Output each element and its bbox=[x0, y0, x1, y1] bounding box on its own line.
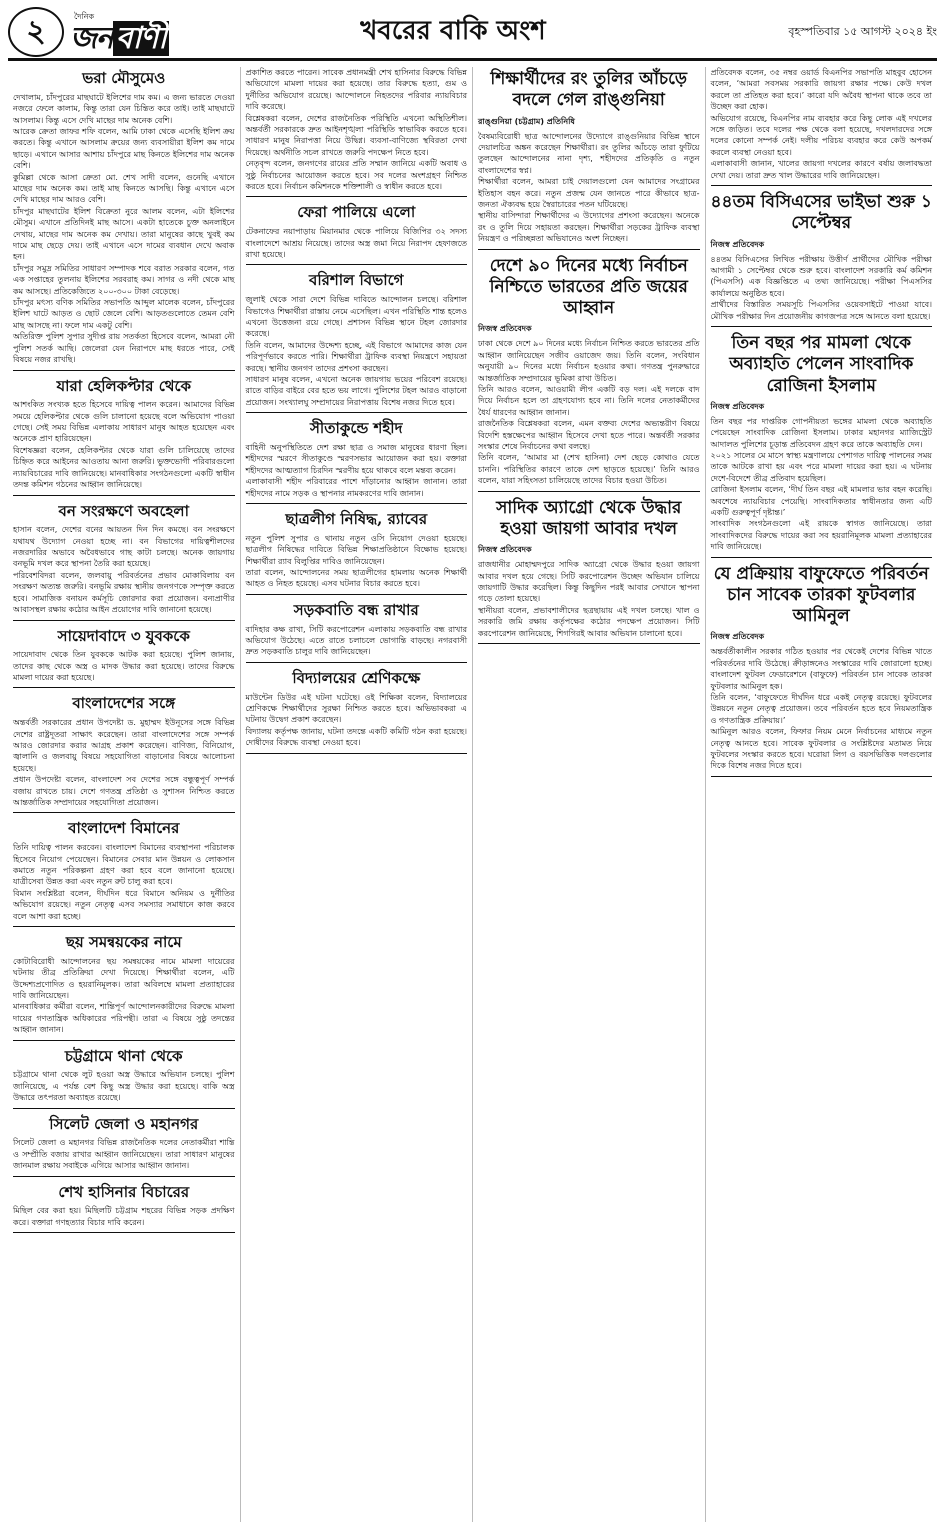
article-byline: নিজস্ব প্রতিবেদক bbox=[710, 632, 765, 642]
article-body: কোটাবিরোধী আন্দোলনের ছয় সমন্বয়কের নামে মামলা দায়েরের ঘটনায় তীব্র প্রতিক্রিয়া দেখা দিয়েছে। শিক্ষার্থীরা বলেন, এটি উদ্দেশ্যপ্রণোদিত ও হয়রানিমূলক। তারা অবিলম্বে মামলা প্রত্যাহারের দাবি জানিয়েছেন। মানবাধিকার কর্মীরা বলেন, শান্তিপূর্ণ আন্দোলনকারীদের বিরুদ্ধে মামলা দায়ের গণতান্ত্রিক অধিকারের পরিপন্থী। তারা এ বিষয়ে সুষ্ঠু তদন্তের আহ্বান জানান। bbox=[13, 956, 235, 1035]
article-body: ৪৪তম বিসিএসের লিখিত পরীক্ষায় উত্তীর্ণ প্রার্থীদের মৌখিক পরীক্ষা আগামী ১ সেপ্টেম্বর থেকে শুরু হবে। বাংলাদেশ সরকারি কর্ম কমিশন (পিএসসি) এক বিজ্ঞপ্তিতে এ তথ্য জানিয়েছে। পরীক্ষা পিএসসির কার্যালয়ে অনুষ্ঠিত হবে। প্রার্থীদের বিস্তারিত সময়সূচি পিএসসির ওয়েবসাইটে পাওয়া যাবে। মৌখিক পরীক্ষার দিন প্রয়োজনীয় কাগজপত্র সঙ্গে আনতে বলা হয়েছে। bbox=[710, 254, 932, 321]
article-headline: সড়কবাতি বন্ধ রাখার bbox=[293, 600, 419, 619]
article-divider bbox=[246, 264, 468, 265]
article-divider bbox=[13, 1108, 235, 1109]
article-byline: নিজস্ব প্রতিবেদক bbox=[478, 545, 532, 555]
article bbox=[246, 669, 468, 754]
article bbox=[246, 271, 468, 413]
article-divider bbox=[13, 495, 235, 496]
article-headline: শেখ হাসিনার বিচারের bbox=[58, 1182, 190, 1201]
article-headline: ছাত্রলীগ নিষিদ্ধ, র‍্যাবের bbox=[285, 510, 428, 529]
article-divider bbox=[13, 370, 235, 371]
article-body: জুলাই থেকে সারা দেশে বিভিন্ন দাবিতে আন্দোলন চলছে। বরিশাল বিভাগেও শিক্ষার্থীরা রাস্তায় নেমে এসেছিল। এখন পরিস্থিতি শান্ত হলেও এখনো উত্তেজনা রয়ে গেছে। প্রশাসন বিভিন্ন স্থানে টহল জোরদার করেছে। তিনি বলেন, আমাদের উদ্দেশ্য হচ্ছে, এই বিভাগে আমাদের কাজ যেন পরিপূর্ণভাবে করতে পারি। শিক্ষার্থীরা ট্রাফিক ব্যবস্থা নিয়ন্ত্রণে সহায়তা করছে। স্থানীয় জনগণ তাদের প্রশংসা করছেন। সাধারণ মানুষ বলেন, এখনো অনেক জায়গায় ভয়ের পরিবেশ রয়েছে। রাতে বাড়ির বাইরে বের হতে ভয় লাগে। পুলিশের টহল আরও বাড়ানো প্রয়োজন। সংখ্যালঘু সম্প্রদায়ের নিরাপত্তায় বিশেষ নজর দিতে হবে। bbox=[245, 295, 467, 407]
article-headline: ৪৪তম বিসিএসের ভাইভা শুরু ১ সেপ্টেম্বর bbox=[710, 192, 932, 234]
article-headline: ফেরা পালিয়ে এলো bbox=[297, 203, 416, 222]
article bbox=[13, 1047, 235, 1109]
article-byline: রাঙ্গুনিয়া (চট্টগ্রাম) প্রতিনিধি bbox=[478, 116, 575, 126]
column-1 bbox=[8, 67, 241, 1522]
article bbox=[711, 564, 933, 777]
article-body: আশংকিত সংখ্যক হতে হিসেবে দায়িত্ব পালন করেন। আমাদের বিভিন্ন সময়ে হেলিকপ্টার থেকে গুলি চালানো হয়েছে বলে অভিযোগ পাওয়া গেছে। সেই সময় বিভিন্ন এলাকায় সাধারণ মানুষ আহত হয়েছেন এবং অনেকে প্রাণ হারিয়েছেন। বিশেষজ্ঞরা বলেন, হেলিকপ্টার থেকে যারা গুলি চালিয়েছে তাদের চিহ্নিত করে আইনের আওতায় আনা জরুরি। ভুক্তভোগী পরিবারগুলো ন্যায়বিচারের দাবি জানিয়েছে। মানবাধিকার সংগঠনগুলো একটি স্বাধীন তদন্ত কমিশন গঠনের আহ্বান জানিয়েছে। bbox=[13, 400, 235, 490]
article bbox=[711, 67, 933, 186]
article-body: অন্তর্বর্তীকালীন সরকার গঠিত হওয়ার পর থেকেই দেশের বিভিন্ন খাতে পরিবর্তনের দাবি উঠেছে। ক্রীড়াঙ্গনেও সংস্কারের দাবি জোরালো হচ্ছে। বাংলাদেশ ফুটবল ফেডারেশনে (বাফুফে) পরিবর্তন চান সাবেক তারকা ফুটবলার আমিনুল হক। তিনি বলেন, ‘বাফুফেতে দীর্ঘদিন ধরে একই নেতৃত্ব রয়েছে। ফুটবলের উন্নয়নে নতুন নেতৃত্ব প্রয়োজন। তবে পরিবর্তন হতে হবে নিয়মতান্ত্রিক ও গণতান্ত্রিক প্রক্রিয়ায়।’ আমিনুল আরও বলেন, ফিফার নিয়ম মেনে নির্বাচনের মাধ্যমে নতুন নেতৃত্ব আনতে হবে। সাবেক ফুটবলার ও সংশ্লিষ্টদের মতামত নিয়ে ফুটবলের সংস্কার করতে হবে। ঘরোয়া লিগ ও বয়সভিত্তিক দলগুলোর দিকে বিশেষ নজর দিতে হবে। bbox=[710, 647, 932, 771]
article-divider bbox=[13, 1176, 235, 1177]
article-divider bbox=[711, 326, 933, 327]
article bbox=[13, 627, 235, 689]
article-body: ঢাকা থেকে দেশে ৯০ দিনের মধ্যে নির্বাচন নিশ্চিত করতে ভারতের প্রতি আহ্বান জানিয়েছেন সজীব ওয়াজেদ জয়। তিনি বলেন, সংবিধান অনুযায়ী ৯০ দিনের মধ্যে নির্বাচন হওয়ার কথা। গণতন্ত্র পুনরুদ্ধারে আন্তর্জাতিক সম্প্রদায়ের ভূমিকা রাখা উচিত। তিনি আরও বলেন, আওয়ামী লীগ একটি বড় দল। এই দলকে বাদ দিয়ে নির্বাচন হলে তা গ্রহণযোগ্য হবে না। তিনি দলের নেতাকর্মীদের ধৈর্য ধারণের আহ্বান জানান। রাজনৈতিক বিশ্লেষকরা বলেন, এমন বক্তব্য দেশের অভ্যন্তরীণ বিষয়ে বিদেশি হস্তক্ষেপের আহ্বান হিসেবে দেখা হতে পারে। অন্তর্বর্তী সরকার সংস্কার শেষে নির্বাচনের কথা বলছে। তিনি বলেন, ‘আমার মা (শেখ হাসিনা) দেশ ছেড়ে কোথাও যেতে চাননি। পরিস্থিতির কারণে তাকে দেশ ছাড়তে হয়েছে।’ তিনি আরও বলেন, যারা সহিংসতা চালিয়েছে তাদের বিচার হওয়া উচিত। bbox=[478, 339, 700, 486]
logo-part1: জন bbox=[70, 20, 113, 56]
article-divider bbox=[13, 1232, 235, 1233]
article bbox=[13, 502, 235, 621]
article bbox=[13, 819, 235, 927]
article-headline: সিলেট জেলা ও মহানগর bbox=[49, 1114, 199, 1133]
article-body: মিছিল বের করা হয়। মিছিলটি চট্টগ্রাম শহরের বিভিন্ন সড়ক প্রদক্ষিণ করে। বক্তারা গণহত্যার বিচার দাবি করেন। bbox=[13, 1206, 235, 1227]
column-3 bbox=[473, 67, 706, 1522]
article bbox=[13, 694, 235, 813]
article-body: টেকনাফের নয়াপাড়ায় মিয়ানমার থেকে পালিয়ে বিজিপির ৩২ সদস্য বাংলাদেশে আশ্রয় নিয়েছে। তাদের অস্ত্র জমা নিয়ে নিরাপদ হেফাজতে রাখা হয়েছে। bbox=[245, 227, 467, 260]
article-body: প্রকাশিত করতে পারেন। সাবেক প্রধানমন্ত্রী শেখ হাসিনার বিরুদ্ধে বিভিন্ন অভিযোগে মামলা দায়ের করা হয়েছে। তার বিরুদ্ধে হত্যা, গুম ও দুর্নীতির অভিযোগ রয়েছে। আন্দোলনে নিহতদের পরিবার ন্যায়বিচার দাবি করেছে। বিশ্লেষকরা বলেন, দেশের রাজনৈতিক পরিস্থিতি এখনো অস্থিতিশীল। অন্তর্বর্তী সরকারকে দ্রুত আইনশৃঙ্খলা পরিস্থিতি স্বাভাবিক করতে হবে। সাধারণ মানুষ নিরাপত্তা নিয়ে উদ্বিগ্ন। ব্যবসা-বাণিজ্যে স্থবিরতা দেখা দিয়েছে। অর্থনীতি সচল রাখতে জরুরি পদক্ষেপ নিতে হবে। নেতৃবৃন্দ বলেন, জনগণের রায়ের প্রতি সম্মান জানিয়ে একটি অবাধ ও সুষ্ঠু নির্বাচনের আয়োজন করতে হবে। সব দলের অংশগ্রহণ নিশ্চিত করতে হবে। নির্বাচন কমিশনকে শক্তিশালী ও স্বাধীন করতে হবে। bbox=[245, 68, 467, 192]
article-headline: ভরা মৌসুমেও bbox=[82, 69, 166, 87]
article bbox=[246, 419, 468, 504]
article-headline: বাংলাদেশের সঙ্গে bbox=[72, 694, 176, 713]
article-headline: বন সংরক্ষণে অবহেলা bbox=[58, 501, 189, 520]
masthead bbox=[8, 6, 937, 61]
issue-date: বৃহস্পতিবার ১৫ আগস্ট ২০২৪ ইং bbox=[788, 24, 937, 38]
article-divider bbox=[13, 687, 235, 688]
article-body: মাউন্টেন ডিউর এই ঘটনা ঘটেছে। ওই শিক্ষিকা বলেন, বিদ্যালয়ের শ্রেণিকক্ষে শিক্ষার্থীদের সুরক্ষা নিশ্চিত করতে হবে। অভিভাবকরা এ ঘটনায় উদ্বেগ প্রকাশ করেছেন। বিদ্যালয় কর্তৃপক্ষ জানায়, ঘটনা তদন্তে একটি কমিটি গঠন করা হয়েছে। দোষীদের বিরুদ্ধে ব্যবস্থা নেওয়া হবে। bbox=[245, 692, 467, 748]
article bbox=[478, 69, 700, 250]
article-divider bbox=[246, 662, 468, 663]
article-grid bbox=[8, 67, 937, 1522]
article-body: দেখালাম, চাঁদপুরের মাছঘাটে ইলিশের দাম কম। এ জন্য ভারতে দেওয়া নজরে ফেলে কালাম, কিন্তু তারা যেন চিন্তিত করে তাই। তাই মাছঘাটে আসলাম। কিন্তু এসে দেখি মাছের দাম অনেক বেশি। আরেক ক্রেতা জাফর শফি বলেন, আমি ঢাকা থেকে এসেছি ইলিশ ক্রয় করতে। কিন্তু এখানে আসলাম ক্রয়ের জন্য ব্যবসায়ীরা ইলিশ কম দামে ছাড়ে। এখানে আসার আশায় চাঁদপুরে মাছ কিনতে ইলিশের দাম অনেক বেশি। কুমিল্লা থেকে আসা ক্রেতা মো. শেখ সাদী বলেন, গুনেছি এখানে মাছের দাম অনেক কম। তাই মাছ কিনতে আসছি। কিন্তু এখানে এসে দেখি মাছের দাম আরও বেশি। চাঁদপুর মাছঘাটের ইলিশ বিক্রেতা নুরে আলম বলেন, এটা ইলিশের মৌসুম। এখানে প্রতিদিনই মাছ আসে। একটা হাতেকে চুক্ত অনলাইনে দেখায়, মাছের দাম অনেক কম দেখায়। তারা মানুষের কাছে খুবই কম দামে মাছ ছেড়ে দেয়। তাই এখানে এসে দামের ব্যবধান দেখে অবাক হন। চাঁদপুর সমুদ্র সমিতির সাধারণ সম্পাদক শবে বরাত সরকার বলেন, গত এক সপ্তাহের তুলনায় ইলিশের সরবরাহ কম। সাগর ও নদী থেকে মাছ কম আসছে। প্রতিকেজিতে ২০০-৩০০ টাকা বেড়েছে। চাঁদপুর মৎস্য বণিক সমিতির সভাপতি আব্দুল মালেক বলেন, চাঁদপুরের ইলিশ ঘাটে আড়ত ও ছোট জেলে বেশি। আড়তগুলোতে তেমন বেশি মাছ আসছে না। ফলে দাম একটু বেশি। অতিরিক্ত পুলিশ সুপার সুদীপ্ত রায় সতর্কতা হিসেবে বলেন, আমরা নৌ পুলিশ সতর্ক আছি। জেলেরা যেন নিরাপদে মাছ ধরতে পারে, সেই বিষয়ে নজর রাখছি। bbox=[13, 92, 235, 365]
article-body: সায়েদাবাদ থেকে তিন যুবককে আটক করা হয়েছে। পুলিশ জানায়, তাদের কাছ থেকে অস্ত্র ও মাদক উদ্ধার করা হয়েছে। তাদের বিরুদ্ধে মামলা দায়ের করা হয়েছে। bbox=[13, 650, 235, 683]
article-divider bbox=[478, 491, 700, 492]
article-divider bbox=[711, 776, 933, 777]
article bbox=[711, 192, 933, 327]
article bbox=[246, 203, 468, 265]
article-byline: নিজস্ব প্রতিবেদক bbox=[710, 239, 765, 249]
article-divider bbox=[246, 196, 468, 197]
article bbox=[13, 377, 235, 496]
article-body: বাদিহার কক্ষ রাখা, সিটি করপোরেশন এলাকায় সড়কবাতি বন্ধ রাখার অভিযোগ উঠেছে। এতে রাতে চলাচলে ভোগান্তি বাড়ছে। নগরবাসী দ্রুত সড়কবাতি চালুর দাবি জানিয়েছেন। bbox=[245, 624, 467, 657]
article-byline: নিজস্ব প্রতিবেদক bbox=[710, 401, 765, 411]
article bbox=[13, 1183, 235, 1234]
article-headline: সীতাকুন্ডে শহীদ bbox=[310, 419, 403, 438]
article bbox=[13, 1115, 235, 1177]
article-body: চট্টগ্রামে থানা থেকে লুট হওয়া অস্ত্র উদ্ধারে অভিযান চলছে। পুলিশ জানিয়েছে, এ পর্যন্ত বেশ কিছু অস্ত্র উদ্ধার করা হয়েছে। বাকি অস্ত্র উদ্ধারে তৎপরতা অব্যাহত রয়েছে। bbox=[13, 1070, 235, 1103]
page-number: ২ bbox=[8, 7, 64, 57]
column-2 bbox=[241, 67, 474, 1522]
section-title: খবরের বাকি অংশ bbox=[360, 16, 546, 46]
article-body: রাজধানীর মোহাম্মদপুরে সাদিক অ্যাগ্রো থেকে উদ্ধার হওয়া জায়গা আবার দখল হয়ে গেছে। সিটি করপোরেশন উচ্ছেদ অভিযান চালিয়ে জায়গাটি উদ্ধার করেছিল। কিন্তু কিছুদিন পরই আবার সেখানে স্থাপনা গড়ে তোলা হয়েছে। স্থানীয়রা বলেন, প্রভাবশালীদের ছত্রছায়ায় এই দখল চলছে। খাল ও সরকারি জমি রক্ষায় কর্তৃপক্ষের কঠোর পদক্ষেপ প্রয়োজন। সিটি করপোরেশন জানিয়েছে, শিগগিরই আবার অভিযান চালানো হবে। bbox=[478, 560, 700, 638]
article-divider bbox=[246, 503, 468, 504]
article-headline: বিদ্যালয়ের শ্রেণিকক্ষে bbox=[292, 668, 421, 687]
article bbox=[478, 256, 700, 492]
column-4 bbox=[706, 67, 938, 1522]
article-body: হাসান বলেন, দেশের বনের আয়তন দিন দিন কমছে। বন সংরক্ষণে যথাযথ উদ্যোগ নেওয়া হচ্ছে না। বন বিভাগের দায়িত্বশীলদের নজরদারির অভাবে অবৈধভাবে গাছ কাটা চলছে। অনেক জায়গায় বনভূমি দখল করে স্থাপনা তৈরি করা হয়েছে। পরিবেশবিদরা বলেন, জলবায়ু পরিবর্তনের প্রভাব মোকাবিলায় বন সংরক্ষণ অত্যন্ত জরুরি। বনভূমি রক্ষায় স্থানীয় জনগণকে সম্পৃক্ত করতে হবে। সামাজিক বনায়ন কর্মসূচি জোরদার করা প্রয়োজন। বন্যপ্রাণীর আবাসস্থল রক্ষায় কঠোর আইন প্রয়োগের দাবি জানানো হয়েছে। bbox=[13, 525, 235, 615]
article-body: তিন বছর পর দাপ্তরিক গোপনীয়তা ভঙ্গের মামলা থেকে অব্যাহতি পেয়েছেন সাংবাদিক রোজিনা ইসলাম। ঢাকার মহানগর ম্যাজিস্ট্রেট আদালত পুলিশের চূড়ান্ত প্রতিবেদন গ্রহণ করে তাকে অব্যাহতি দেন। ২০২১ সালের মে মাসে স্বাস্থ্য মন্ত্রণালয়ে পেশাগত দায়িত্ব পালনের সময় তাকে আটকে রাখা হয় এবং পরে মামলা দায়ের করা হয়। এ ঘটনায় দেশে-বিদেশে তীব্র প্রতিবাদ হয়েছিল। রোজিনা ইসলাম বলেন, ‘দীর্ঘ তিন বছর এই মামলার ভার বহন করেছি। অবশেষে ন্যায়বিচার পেয়েছি। সাংবাদিকতার স্বাধীনতার জন্য এটি একটি গুরুত্বপূর্ণ দৃষ্টান্ত।’ সাংবাদিক সংগঠনগুলো এই রায়কে স্বাগত জানিয়েছে। তারা সাংবাদিকদের বিরুদ্ধে দায়ের করা সব হয়রানিমূলক মামলা প্রত্যাহারের দাবি জানিয়েছে। bbox=[710, 416, 932, 552]
article-headline: চট্টগ্রামে থানা থেকে bbox=[64, 1046, 183, 1065]
article-divider bbox=[13, 620, 235, 621]
article-divider bbox=[13, 926, 235, 927]
article-headline: সায়েদাবাদে ৩ যুবককে bbox=[57, 626, 190, 645]
article bbox=[13, 933, 235, 1041]
article-divider bbox=[711, 185, 933, 186]
article-headline: শিক্ষার্থীদের রং তুলির আঁচড়ে বদলে গেল রাঙ্গুনিয়া bbox=[490, 69, 688, 111]
article-divider bbox=[246, 753, 468, 754]
logo-wordmark bbox=[70, 20, 169, 56]
logo-small-text: দৈনিক bbox=[74, 11, 95, 21]
article-body: সিলেট জেলা ও মহানগর বিভিন্ন রাজনৈতিক দলের নেতাকর্মীরা শান্তি ও সম্প্রীতি বজায় রাখার আহ্বান জানিয়েছেন। তারা সাধারণ মানুষের জানমাল রক্ষায় সবাইকে এগিয়ে আসার আহ্বান জানান। bbox=[13, 1138, 235, 1171]
article bbox=[246, 67, 468, 197]
article-divider bbox=[13, 1040, 235, 1041]
article bbox=[246, 601, 468, 663]
logo-part2: বাণী bbox=[113, 21, 169, 56]
article-body: অন্তর্বর্তী সরকারের প্রধান উপদেষ্টা ড. মুহাম্মদ ইউনূসের সঙ্গে বিভিন্ন দেশের রাষ্ট্রদূতরা সাক্ষাৎ করেছেন। তারা বাংলাদেশের সঙ্গে সম্পর্ক আরও জোরদার করার আগ্রহ প্রকাশ করেছেন। বাণিজ্য, বিনিয়োগ, জ্বালানি ও জলবায়ু বিষয়ে সহযোগিতা বাড়ানোর বিষয়ে আলোচনা হয়েছে। প্রধান উপদেষ্টা বলেন, বাংলাদেশ সব দেশের সঙ্গে বন্ধুত্বপূর্ণ সম্পর্ক বজায় রাখতে চায়। দেশে গণতন্ত্র প্রতিষ্ঠা ও সুশাসন নিশ্চিত করতে আন্তর্জাতিক সম্প্রদায়ের সহযোগিতা প্রয়োজন। bbox=[13, 718, 235, 808]
article-divider bbox=[246, 594, 468, 595]
article-body: তিনি দায়িত্ব পালন করবেন। বাংলাদেশ বিমানের ব্যবস্থাপনা পরিচালক হিসেবে নিয়োগ পেয়েছেন। বিমানের সেবার মান উন্নয়ন ও লোকসান কমাতে নতুন পরিকল্পনা গ্রহণ করা হবে বলে জানানো হয়েছে। যাত্রীসেবা উন্নত করা এবং নতুন রুট চালু করা হবে। বিমান সংশ্লিষ্টরা বলেন, দীর্ঘদিন ধরে বিমানে অনিয়ম ও দুর্নীতির অভিযোগ রয়েছে। নতুন নেতৃত্ব এসব সমস্যার সমাধানে কাজ করবে বলে আশা করা হচ্ছে। bbox=[13, 843, 235, 921]
article bbox=[13, 69, 235, 371]
article-body: বাহিনী অনুপস্থিতিতে দেশ রক্ষা ছাত্র ও সমাজ মানুষের ধারণা ছিল। শহীদদের স্মরণে সীতাকুণ্ডে স্মরণসভার আয়োজন করা হয়। বক্তারা শহীদদের আত্মত্যাগ চিরদিন স্মরণীয় হয়ে থাকবে বলে মন্তব্য করেন। এলাকাবাসী শহীদ পরিবারের পাশে দাঁড়ানোর আহ্বান জানান। তারা শহীদদের নামে সড়ক ও স্থাপনার নামকরণের দাবি জানান। bbox=[245, 443, 467, 498]
article-body: বৈষম্যবিরোধী ছাত্র আন্দোলনের উদ্যোগে রাঙ্গুনিয়ার বিভিন্ন স্থানে দেয়ালচিত্র অঙ্কন করেছেন শিক্ষার্থীরা। রং তুলির আঁচড়ে তারা ফুটিয়ে তুলছেন আন্দোলনের নানা দৃশ্য, শহীদদের প্রতিকৃতি ও নতুন বাংলাদেশের স্বপ্ন। শিক্ষার্থীরা বলেন, আমরা চাই দেয়ালগুলো যেন আমাদের সংগ্রামের ইতিহাস বহন করে। নতুন প্রজন্ম যেন জানতে পারে কীভাবে ছাত্র-জনতা ঐক্যবদ্ধ হয়ে স্বৈরাচারের পতন ঘটিয়েছে। স্থানীয় বাসিন্দারা শিক্ষার্থীদের এ উদ্যোগের প্রশংসা করেছেন। অনেকে রং ও তুলি দিয়ে সহায়তা করছেন। শিক্ষার্থীরা সড়কের ট্রাফিক ব্যবস্থা নিয়ন্ত্রণ ও পরিচ্ছন্নতা অভিযানেও অংশ নিচ্ছেন। bbox=[478, 131, 700, 244]
article-divider bbox=[13, 812, 235, 813]
article-headline: সাদিক অ্যাগ্রো থেকে উদ্ধার হওয়া জায়গা আবার দখল bbox=[496, 497, 682, 539]
article-byline: নিজস্ব প্রতিবেদক bbox=[478, 324, 532, 334]
article-body: প্রতিবেদক বলেন, ৩৫ নম্বর ওয়ার্ড বিএনপির সভাপতি মাহবুব হোসেন বলেন, ‘আমরা সবসময় সরকারি জায়গা রক্ষার পক্ষে। কেউ দখল করলে তা প্রতিহত করা হবে।’ কারো যদি অবৈধ স্থাপনা থাকে তবে তা উচ্ছেদ করা হোক। অভিযোগ রয়েছে, বিএনপির নাম ব্যবহার করে কিছু লোক এই দখলের সঙ্গে জড়িত। তবে দলের পক্ষ থেকে বলা হয়েছে, দখলদারদের সঙ্গে দলের কোনো সম্পর্ক নেই। দলীয় পরিচয় ব্যবহার করে কেউ অপকর্ম করলে ব্যবস্থা নেওয়া হবে। এলাকাবাসী জানান, খালের জায়গা দখলের কারণে বর্ষায় জলাবদ্ধতা দেখা দেয়। তারা দ্রুত খাল উদ্ধারের দাবি জানিয়েছেন। bbox=[710, 68, 932, 180]
article bbox=[711, 333, 933, 558]
article bbox=[478, 498, 700, 644]
article-divider bbox=[478, 249, 700, 250]
article-headline: বাংলাদেশ বিমানের bbox=[68, 819, 180, 838]
article-headline: যারা হেলিকপ্টার থেকে bbox=[56, 376, 192, 395]
article-divider bbox=[711, 557, 933, 558]
article bbox=[246, 510, 468, 595]
newspaper-logo bbox=[70, 11, 169, 54]
article-divider bbox=[478, 643, 700, 644]
article-headline: তিন বছর পর মামলা থেকে অব্যাহতি পেলেন সাংবাদিক রোজিনা ইসলাম bbox=[729, 333, 914, 396]
article-headline: বরিশাল বিভাগে bbox=[308, 271, 404, 290]
article-headline: যে প্রক্রিয়ায় বাফুফেতে পরিবর্তন চান সাবেক তারকা ফুটবলার আমিনুল bbox=[713, 563, 929, 627]
article-divider bbox=[246, 412, 468, 413]
article-headline: দেশে ৯০ দিনের মধ্যে নির্বাচন নিশ্চিতে ভারতের প্রতি জয়ের আহ্বান bbox=[489, 255, 688, 319]
article-body: নতুন পুলিশ সুপার ও থানায় নতুন ওসি নিয়োগ দেওয়া হয়েছে। ছাত্রলীগ নিষিদ্ধের দাবিতে বিভিন্ন শিক্ষাপ্রতিষ্ঠানে বিক্ষোভ হয়েছে। শিক্ষার্থীরা র‍্যাব বিলুপ্তির দাবিও জানিয়েছেন। তারা বলেন, আন্দোলনের সময় ছাত্রলীগের হামলায় অনেক শিক্ষার্থী আহত ও নিহত হয়েছে। এসব ঘটনার বিচার করতে হবে। bbox=[245, 533, 467, 589]
article-headline: ছয় সমন্বয়কের নামে bbox=[65, 933, 182, 952]
